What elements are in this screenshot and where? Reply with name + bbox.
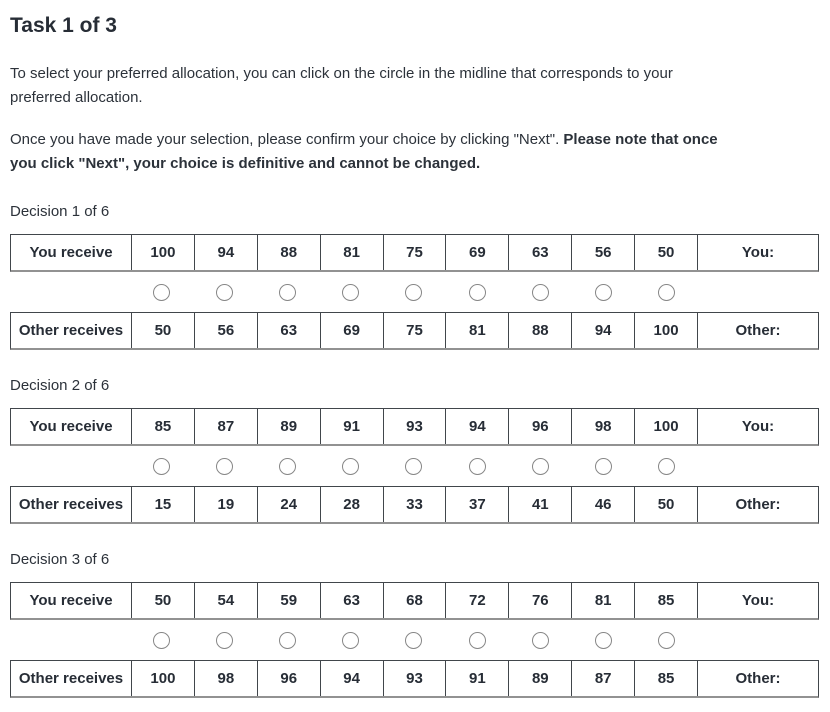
allocation-radio-1-5[interactable] xyxy=(405,284,422,301)
you-receive-label: You receive xyxy=(29,592,113,609)
allocation-radio-3-8[interactable] xyxy=(595,632,612,649)
you-value: 93 xyxy=(383,409,446,444)
radio-row-spacer xyxy=(698,446,819,486)
you-value: 75 xyxy=(383,235,446,270)
radio-row-spacer xyxy=(10,446,130,486)
you-value: 50 xyxy=(131,583,194,618)
decision-2-radio-row xyxy=(10,446,819,486)
other-value: 46 xyxy=(571,487,634,522)
other-value: 15 xyxy=(131,487,194,522)
other-value: 93 xyxy=(383,661,446,696)
you-value: 68 xyxy=(383,583,446,618)
allocation-radio-2-1[interactable] xyxy=(153,458,170,475)
other-value: 50 xyxy=(634,487,697,522)
you-value: 88 xyxy=(257,235,320,270)
other-value: 96 xyxy=(257,661,320,696)
allocation-radio-2-5[interactable] xyxy=(405,458,422,475)
other-value: 24 xyxy=(257,487,320,522)
radio-row-spacer xyxy=(10,272,130,312)
you-value: 94 xyxy=(445,409,508,444)
you-value: 76 xyxy=(508,583,571,618)
allocation-radio-3-6[interactable] xyxy=(469,632,486,649)
allocation-radio-2-7[interactable] xyxy=(532,458,549,475)
you-value: 63 xyxy=(320,583,383,618)
you-receive-label: You receive xyxy=(29,244,113,261)
other-value: 87 xyxy=(571,661,634,696)
you-value: 81 xyxy=(571,583,634,618)
other-value: 19 xyxy=(194,487,257,522)
allocation-radio-3-4[interactable] xyxy=(342,632,359,649)
you-value: 59 xyxy=(257,583,320,618)
you-value: 63 xyxy=(508,235,571,270)
instructions-2-normal: Once you have made your selection, please confirm your choice by clicking "Next". xyxy=(10,131,564,148)
you-value: 87 xyxy=(194,409,257,444)
other-value: 69 xyxy=(320,313,383,348)
decision-block-3 xyxy=(10,551,820,698)
decision-1-label: Decision 1 of 6 xyxy=(10,203,110,220)
other-value: 41 xyxy=(508,487,571,522)
you-value: 72 xyxy=(445,583,508,618)
you-value: 85 xyxy=(634,583,697,618)
you-value: 50 xyxy=(634,235,697,270)
other-value: 33 xyxy=(383,487,446,522)
allocation-radio-1-4[interactable] xyxy=(342,284,359,301)
allocation-radio-1-3[interactable] xyxy=(279,284,296,301)
you-value: 100 xyxy=(634,409,697,444)
allocation-radio-3-5[interactable] xyxy=(405,632,422,649)
decision-block-2 xyxy=(10,377,820,524)
other-receives-label: Other receives xyxy=(18,322,124,339)
instructions-2-bold-line-2: you click "Next", your choice is definitive and cannot be changed. xyxy=(10,155,481,172)
allocation-radio-3-3[interactable] xyxy=(279,632,296,649)
allocation-radio-3-7[interactable] xyxy=(532,632,549,649)
other-value: 94 xyxy=(320,661,383,696)
you-value: 69 xyxy=(445,235,508,270)
allocation-radio-2-3[interactable] xyxy=(279,458,296,475)
decision-1-other-row xyxy=(10,312,819,350)
you-value: 91 xyxy=(320,409,383,444)
other-value: 100 xyxy=(131,661,194,696)
other-total-label: Other: xyxy=(697,661,818,696)
other-total-label: Other: xyxy=(697,313,818,348)
you-value: 89 xyxy=(257,409,320,444)
other-value: 91 xyxy=(445,661,508,696)
other-value: 50 xyxy=(131,313,194,348)
allocation-radio-3-2[interactable] xyxy=(216,632,233,649)
you-value: 81 xyxy=(320,235,383,270)
decision-3-you-row xyxy=(10,582,819,620)
you-total-label: You: xyxy=(697,409,818,444)
you-value: 98 xyxy=(571,409,634,444)
radio-row-spacer xyxy=(698,620,819,660)
other-value: 100 xyxy=(634,313,697,348)
allocation-radio-1-8[interactable] xyxy=(595,284,612,301)
other-value: 63 xyxy=(257,313,320,348)
allocation-radio-1-6[interactable] xyxy=(469,284,486,301)
allocation-radio-2-2[interactable] xyxy=(216,458,233,475)
other-receives-label: Other receives xyxy=(18,670,124,687)
instructions-1-line-1: To select your preferred allocation, you can click on the circle in the midline that corresponds to your xyxy=(10,65,673,82)
you-value: 100 xyxy=(131,235,194,270)
you-value: 94 xyxy=(194,235,257,270)
other-value: 28 xyxy=(320,487,383,522)
other-value: 81 xyxy=(445,313,508,348)
decision-2-label: Decision 2 of 6 xyxy=(10,377,110,394)
allocation-radio-2-6[interactable] xyxy=(469,458,486,475)
decision-2-other-row xyxy=(10,486,819,524)
decision-3-table xyxy=(10,582,820,698)
allocation-radio-3-9[interactable] xyxy=(658,632,675,649)
you-value: 85 xyxy=(131,409,194,444)
instructions-2-bold-line-1: Please note that once xyxy=(563,131,718,148)
you-value: 96 xyxy=(508,409,571,444)
decision-block-1 xyxy=(10,203,820,350)
allocation-radio-1-1[interactable] xyxy=(153,284,170,301)
decision-1-you-row xyxy=(10,234,819,272)
decision-1-table xyxy=(10,234,820,350)
other-value: 75 xyxy=(383,313,446,348)
other-receives-label: Other receives xyxy=(18,496,124,513)
allocation-radio-1-2[interactable] xyxy=(216,284,233,301)
allocation-radio-1-7[interactable] xyxy=(532,284,549,301)
instructions-paragraph-2 xyxy=(10,128,820,176)
allocation-radio-3-1[interactable] xyxy=(153,632,170,649)
other-total-label: Other: xyxy=(697,487,818,522)
other-value: 56 xyxy=(194,313,257,348)
instructions-1-line-2: preferred allocation. xyxy=(10,89,143,106)
other-value: 98 xyxy=(194,661,257,696)
page-title: Task 1 of 3 xyxy=(10,14,117,37)
other-value: 94 xyxy=(571,313,634,348)
allocation-radio-2-4[interactable] xyxy=(342,458,359,475)
you-total-label: You: xyxy=(697,583,818,618)
other-value: 85 xyxy=(634,661,697,696)
you-value: 56 xyxy=(571,235,634,270)
you-receive-label: You receive xyxy=(29,418,113,435)
you-total-label: You: xyxy=(697,235,818,270)
other-value: 89 xyxy=(508,661,571,696)
you-value: 54 xyxy=(194,583,257,618)
allocation-radio-1-9[interactable] xyxy=(658,284,675,301)
other-value: 88 xyxy=(508,313,571,348)
allocation-radio-2-9[interactable] xyxy=(658,458,675,475)
radio-row-spacer xyxy=(10,620,130,660)
decision-3-radio-row xyxy=(10,620,819,660)
decision-3-label: Decision 3 of 6 xyxy=(10,551,110,568)
decision-1-radio-row xyxy=(10,272,819,312)
decision-2-table xyxy=(10,408,820,524)
other-value: 37 xyxy=(445,487,508,522)
radio-row-spacer xyxy=(698,272,819,312)
instructions-paragraph-1 xyxy=(10,62,820,110)
allocation-radio-2-8[interactable] xyxy=(595,458,612,475)
decision-2-you-row xyxy=(10,408,819,446)
decision-3-other-row xyxy=(10,660,819,698)
